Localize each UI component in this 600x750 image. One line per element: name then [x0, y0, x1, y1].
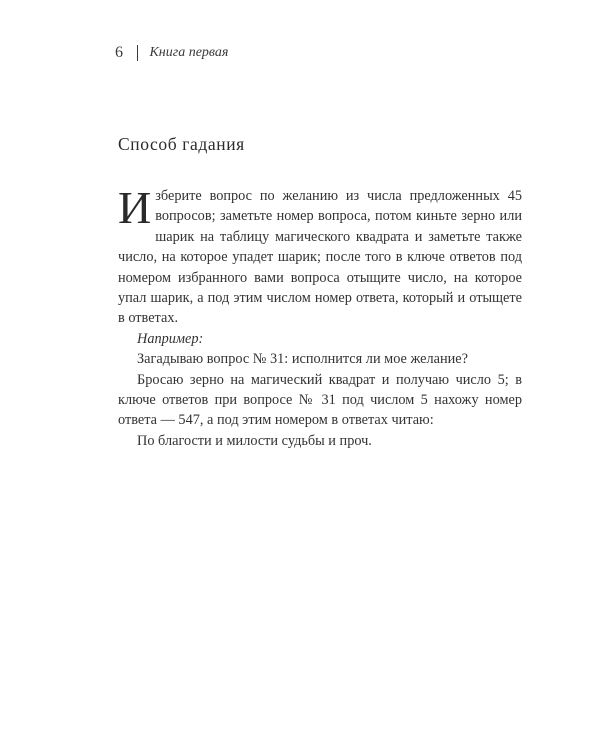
drop-cap: И [118, 182, 152, 233]
example-label: Например: [137, 330, 204, 347]
example-procedure: Бросаю зерно на магический квадрат и получаю число 5; в ключе ответов при вопросе № 31 под числом 5 нахожу номер ответа — 547, а под этим номером в ответах читаю: [118, 371, 522, 429]
header-divider [137, 45, 138, 61]
section-title: Способ гадания [118, 134, 245, 154]
body-text [118, 182, 522, 451]
running-head [115, 42, 228, 64]
intro-text: зберите вопрос по желанию из числа предложенных 45 вопросов; заметьте номер вопроса, потом киньте зерно или шарик на таблицу магического квадрата и заметьте также число, на которое упадет шарик; после того в ключе ответов под номером избранного вами вопроса отыщите число, на которое упал шарик, а под этим числом номер ответа, который и отыщете в ответах. [118, 188, 522, 327]
example-question: Загадываю вопрос № 31: исполнится ли мое желание? [137, 351, 468, 368]
intro-paragraph [118, 182, 522, 329]
example-answer: По благости и милости судьбы и проч. [137, 432, 372, 449]
book-title: Книга первая [149, 45, 229, 60]
page-number: 6 [115, 44, 124, 61]
